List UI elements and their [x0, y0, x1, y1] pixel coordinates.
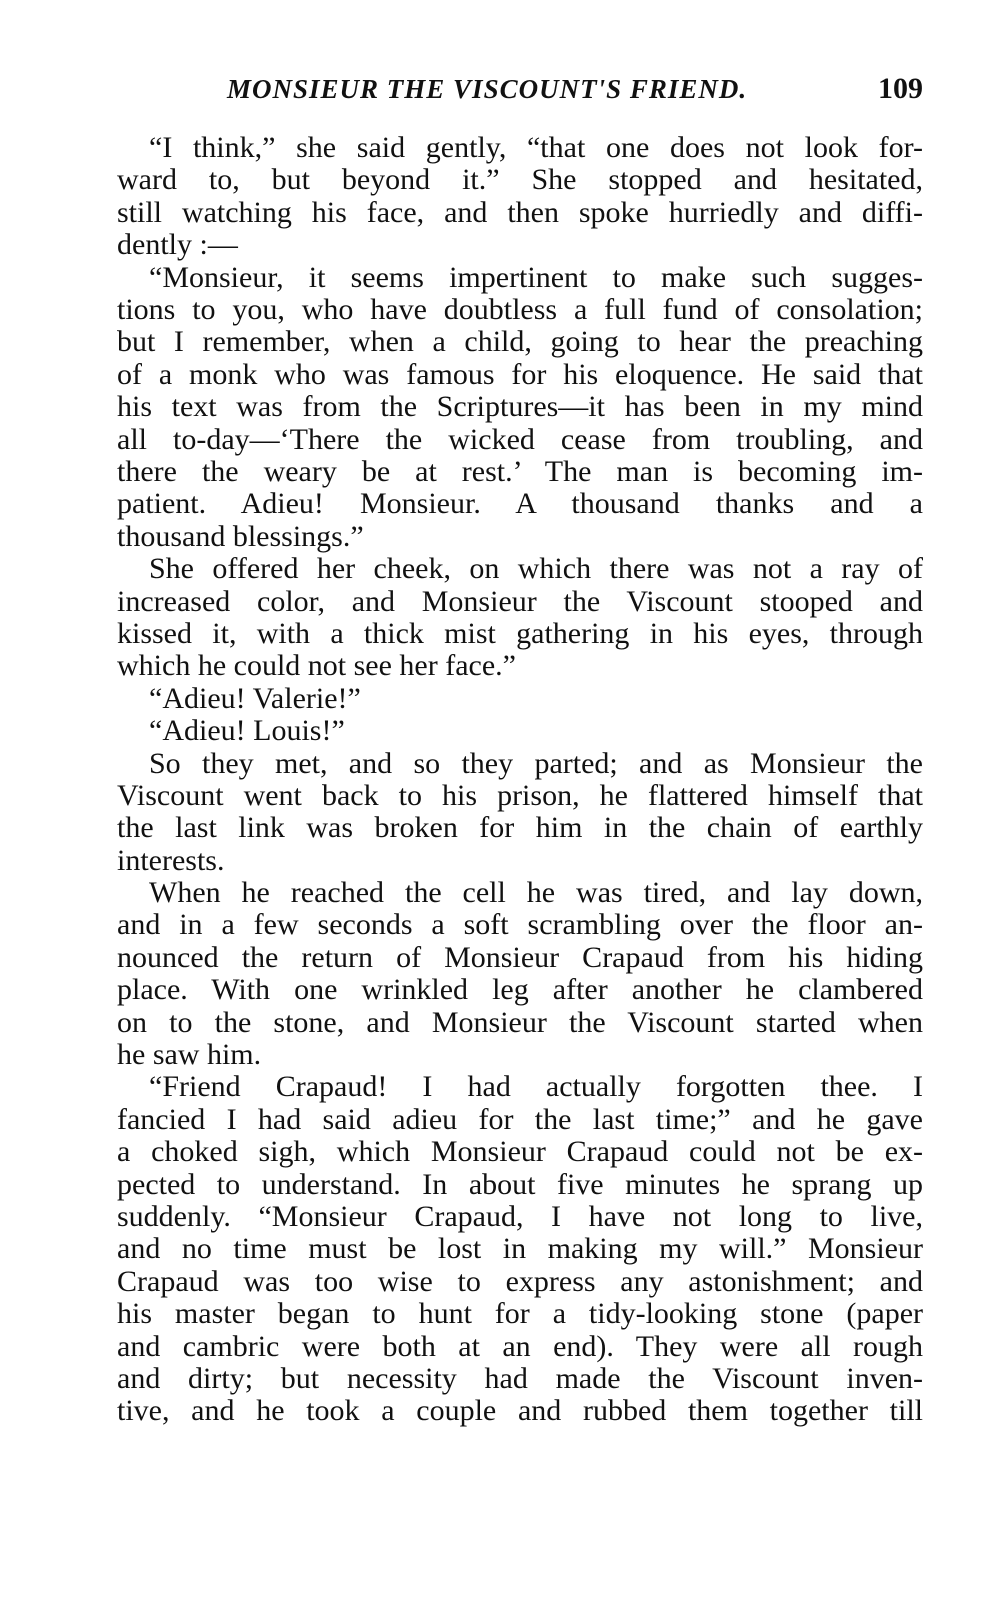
text-line: tions to you, who have doubtless a full fund of consolation; [117, 292, 923, 326]
text-line: and cambric were both at an end). They were all rough [117, 1329, 923, 1363]
text-line: ward to, but beyond it.” She stopped and hesitated, [117, 163, 923, 197]
body-text [117, 132, 923, 1428]
text-line: place. With one wrinkled leg after another he clambered [117, 973, 923, 1007]
book-page [117, 70, 923, 1428]
text-line: a choked sigh, which Monsieur Crapaud could not be ex- [117, 1135, 923, 1169]
text-line: he saw him. [117, 1038, 262, 1072]
page-number: 109 [878, 72, 923, 105]
text-line: “Monsieur, it seems impertinent to make such sugges- [149, 260, 923, 294]
text-line: increased color, and Monsieur the Viscount stooped and [117, 584, 923, 618]
text-line: “I think,” she said gently, “that one does not look for- [149, 131, 923, 164]
text-line: So they met, and so they parted; and as Monsieur the [149, 746, 923, 780]
text-line: tive, and he took a couple and rubbed them together till [117, 1394, 923, 1428]
text-line: “Adieu! Valerie!” [149, 681, 361, 715]
text-line: Viscount went back to his prison, he flattered himself that [117, 778, 923, 812]
text-line: but I remember, when a child, going to hear the preaching [117, 325, 923, 359]
text-line: suddenly. “Monsieur Crapaud, I have not long to live, [117, 1200, 923, 1233]
text-line: his master began to hunt for a tidy-looking stone (paper [117, 1297, 923, 1331]
text-line: patient. Adieu! Monsieur. A thousand thanks and a [117, 487, 923, 521]
text-line: thousand blessings.” [117, 519, 364, 553]
text-line: his text was from the Scriptures—it has been in my mind [117, 390, 923, 424]
text-line: which he could not see her face.” [117, 649, 516, 683]
text-line: When he reached the cell he was tired, and lay down, [149, 876, 923, 910]
text-line: of a monk who was famous for his eloquence. He said that [117, 357, 923, 391]
running-title: MONSIEUR THE VISCOUNT'S FRIEND. [227, 74, 748, 104]
text-line: pected to understand. In about five minutes he sprang up [117, 1167, 923, 1201]
text-line: still watching his face, and then spoke hurriedly and diffi- [117, 195, 923, 229]
text-line: on to the stone, and Monsieur the Viscount started when [117, 1005, 923, 1039]
text-line: She offered her cheek, on which there was not a ray of [149, 552, 923, 586]
text-line: kissed it, with a thick mist gathering in his eyes, through [117, 616, 923, 650]
page-header [117, 70, 923, 114]
text-line: the last link was broken for him in the chain of earthly [117, 811, 923, 845]
text-line: all to-day—‘There the wicked cease from troubling, and [117, 422, 923, 456]
text-line: there the weary be at rest.’ The man is becoming im- [117, 454, 923, 488]
text-line: “Friend Crapaud! I had actually forgotten thee. I [149, 1070, 923, 1104]
text-line: Crapaud was too wise to express any astonishment; and [117, 1264, 923, 1298]
text-line: interests. [117, 843, 225, 877]
text-line: nounced the return of Monsieur Crapaud from his hiding [117, 940, 923, 974]
text-line: and no time must be lost in making my will.” Monsieur [117, 1232, 923, 1266]
text-line: fancied I had said adieu for the last time;” and he gave [117, 1102, 923, 1136]
text-line: “Adieu! Louis!” [149, 714, 345, 748]
text-line: dently :— [117, 228, 238, 262]
text-line: and dirty; but necessity had made the Viscount inven- [117, 1361, 923, 1395]
text-line: and in a few seconds a soft scrambling over the floor an- [117, 908, 923, 942]
